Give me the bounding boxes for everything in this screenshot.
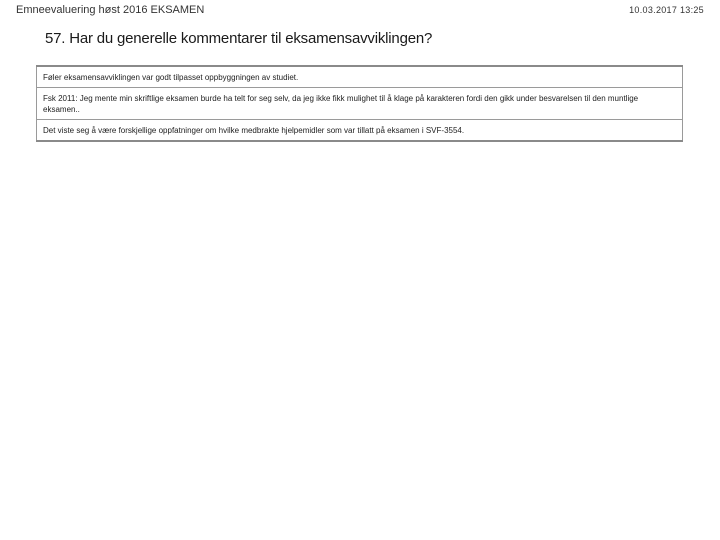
comment-row bbox=[37, 66, 683, 88]
comment-cell: Fsk 2011: Jeg mente min skriftlige eksamen burde ha telt for seg selv, da jeg ikke fikk mulighet til å klage på karakteren fordi den gikk under besvarelsen til den muntlige eksamen.. bbox=[37, 88, 683, 120]
comment-row bbox=[37, 120, 683, 142]
document-title: Emneevaluering høst 2016 EKSAMEN bbox=[16, 4, 205, 16]
page-header bbox=[16, 4, 704, 18]
comment-cell: Føler eksamensavviklingen var godt tilpasset oppbyggningen av studiet. bbox=[37, 66, 683, 88]
question-title: 57. Har du generelle kommentarer til eksamensavviklingen? bbox=[45, 30, 433, 47]
comments-table bbox=[36, 65, 683, 142]
comment-cell: Det viste seg å være forskjellige oppfatninger om hvilke medbrakte hjelpemidler som var tillatt på eksamen i SVF-3554. bbox=[37, 120, 683, 142]
comment-row bbox=[37, 88, 683, 120]
print-timestamp: 10.03.2017 13:25 bbox=[629, 5, 704, 15]
